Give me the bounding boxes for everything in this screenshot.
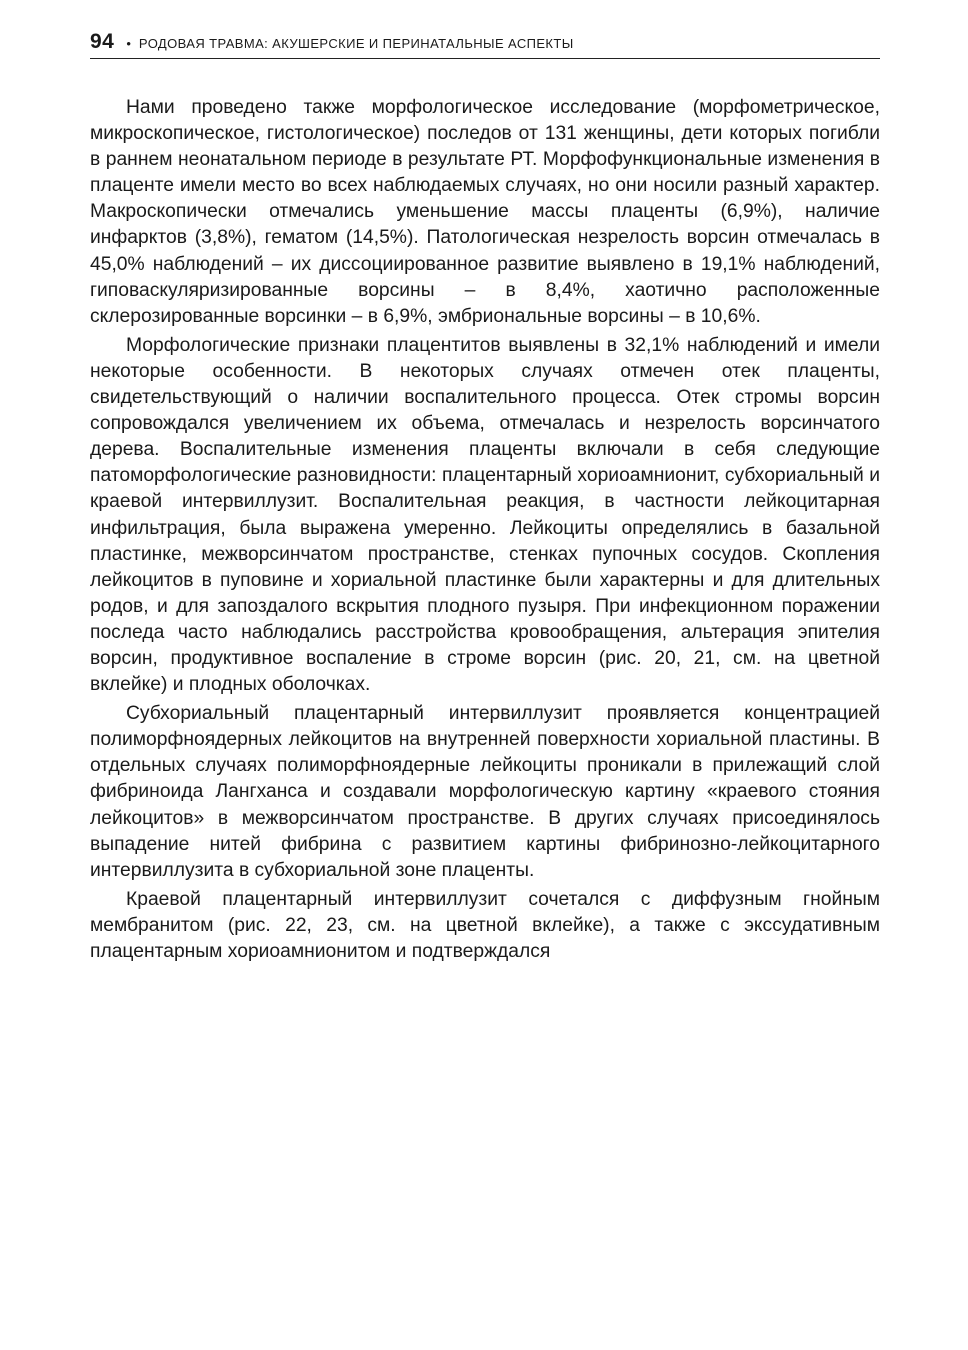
header-divider	[90, 58, 880, 59]
running-title: РОДОВАЯ ТРАВМА: АКУШЕРСКИЕ И ПЕРИНАТАЛЬНЫЕ АСПЕКТЫ	[138, 36, 574, 51]
paragraph: Нами проведено также морфологическое исследование (морфометрическое, микроскопическое, гистологическое) последов от 131 женщины, дети которых погибли в раннем неонатальном периоде в результате РТ. Морфофункциональные изменения в плаценте имели место во всех наблюдаемых случаях, но они носили разный характер. Макроскопически отмечались уменьшение массы плаценты (6,9%), наличие инфарктов (3,8%), гематом (14,5%). Патологическая незрелость ворсин отмечалась в 45,0% наблюдений – их диссоциированное развитие выявлено в 19,1% наблюдений, гиповаскуляризированные ворсины – в 8,4%, хаотично расположенные склерозированные ворсинки – в 6,9%, эмбриональные ворсины – в 10,6%.	[90, 97, 880, 327]
running-header	[90, 30, 880, 60]
paragraph: Краевой плацентарный интервиллузит сочетался с диффузным гнойным мембранитом (рис. 22, 23, см. на цветной вклейке), а также с экссудативным плацентарным хориоамнионитом и подтверждался	[90, 888, 880, 962]
paragraph: Морфологические признаки плацентитов выявлены в 32,1% наблюдений и имели некоторые особенности. В некоторых случаях отмечен отек плаценты, свидетельствующий о наличии воспалительного процесса. Отек стромы ворсин сопровождался увеличением их объема, отмечалась и незрелость ворсинчатого дерева. Воспалительные изменения плаценты включали в себя следующие патоморфологические разновидности: плацентарный хориоамнионит, субхориальный и краевой интервиллузит. Воспалительная реакция, в частности лейкоцитарная инфильтрация, была выражена умеренно. Лейкоциты определялись в базальной пластинке, межворсинчатом пространстве, стенках пупочных сосудов. Скопления лейкоцитов в пуповине и хориальной пластинке были характерны и для длительных родов, и для запоздалого вскрытия плодного пузыря. При инфекционном поражении последа часто наблюдались расстройства кровообращения, альтерация эпителия ворсин, продуктивное воспаление в строме ворсин (рис. 20, 21, см. на цветной вклейке) и плодных оболочках.	[90, 334, 880, 696]
page-number: 94	[90, 30, 115, 53]
header-bullet: •	[126, 36, 131, 51]
body-text	[90, 95, 880, 968]
paragraph: Субхориальный плацентарный интервиллузит проявляется концентрацией полиморфноядерных лейкоцитов на внутренней поверхности хориальной пластины. В отдельных случаях полиморфноядерные лейкоциты проникали в прилежащий слой фибриноида Лангханса и создавали морфологическую картину «краевого стояния лейкоцитов» в межворсинчатом пространстве. В других случаях присоединялось выпадение нитей фибрина с развитием картины фибринозно-лейкоцитарного интервиллузита в субхориальной зоне плаценты.	[90, 703, 880, 881]
